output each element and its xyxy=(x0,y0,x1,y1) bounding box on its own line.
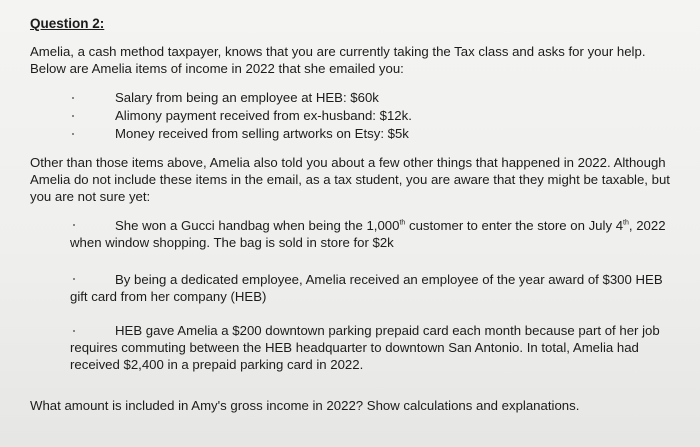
intro-line-2: Below are Amelia items of income in 2022 that she emailed you: xyxy=(30,61,404,76)
other-line-1: Other than those items above, Amelia also told you about a few other things that happened in 2022. Although xyxy=(30,155,666,170)
bullet-dot xyxy=(73,224,75,226)
award-line-1: By being a dedicated employee, Amelia received an employee of the year award of $300 HEB xyxy=(115,272,663,287)
question-title: Question 2: xyxy=(30,16,105,31)
parking-line-3: received $2,400 in a prepaid parking card in 2022. xyxy=(70,357,364,372)
final-question: What amount is included in Amy's gross income in 2022? Show calculations and explanations. xyxy=(30,398,580,413)
gucci-line-2: when window shopping. The bag is sold in store for $2k xyxy=(70,235,394,250)
gucci-line-1: She won a Gucci handbag when being the 1,000th customer to enter the store on July 4th, 2022 xyxy=(115,218,666,233)
bullet-dot xyxy=(73,330,75,332)
parking-line-1: HEB gave Amelia a $200 downtown parking prepaid card each month because part of her job xyxy=(115,323,660,338)
other-line-2: Amelia do not include these items in the email, as a tax student, you are aware that they might be taxable, but xyxy=(30,172,670,187)
bullet-dot xyxy=(72,115,74,117)
bullet-dot xyxy=(72,133,74,135)
bullet-dot xyxy=(73,278,75,280)
income-item-etsy: Money received from selling artworks on Etsy: $5k xyxy=(115,126,409,141)
income-item-alimony: Alimony payment received from ex-husband: $12k. xyxy=(115,108,412,123)
other-line-3: you are not sure yet: xyxy=(30,189,151,204)
parking-line-2: requires commuting between the HEB headquarter to downtown San Antonio. In total, Amelia had xyxy=(70,340,639,355)
bullet-dot xyxy=(72,97,74,99)
award-line-2: gift card from her company (HEB) xyxy=(70,289,267,304)
intro-line-1: Amelia, a cash method taxpayer, knows that you are currently taking the Tax class and asks for your help. xyxy=(30,44,646,59)
income-item-salary: Salary from being an employee at HEB: $60k xyxy=(115,90,379,105)
